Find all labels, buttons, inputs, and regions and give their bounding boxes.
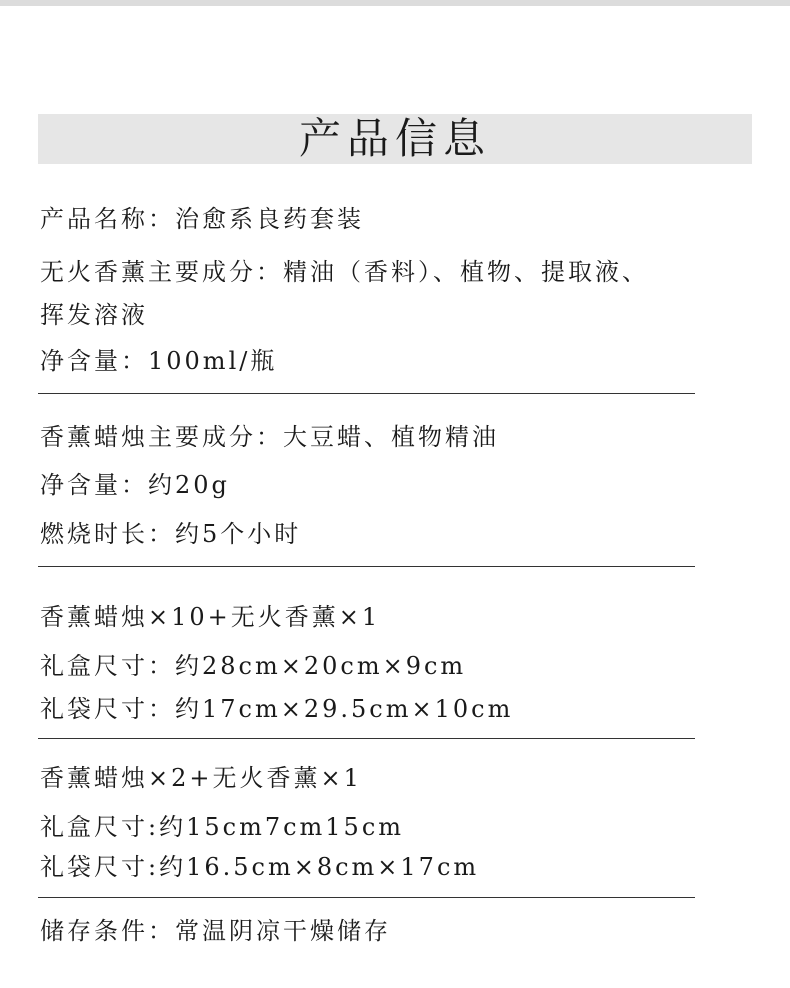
divider-1 <box>38 393 695 394</box>
top-strip <box>0 0 790 6</box>
page-title: 产品信息 <box>298 114 491 163</box>
reed-diffuser-net-content-line: 净含量：100ml/瓶 <box>40 347 278 375</box>
set-a-gift-box-size-line: 礼盒尺寸：约28cm×20cm×9cm <box>40 652 467 680</box>
divider-3 <box>38 738 695 739</box>
set-a-contents-line: 香薰蜡烛×10+无火香薰×1 <box>40 603 381 631</box>
set-b-gift-bag-size-line: 礼袋尺寸:约16.5cm×8cm×17cm <box>40 853 480 881</box>
reed-diffuser-ingredients-continued-line: 挥发溶液 <box>40 301 148 329</box>
set-b-gift-box-size-line: 礼盒尺寸:约15cm7cm15cm <box>40 813 405 841</box>
divider-2 <box>38 566 695 567</box>
divider-4 <box>38 897 695 898</box>
burn-time-line: 燃烧时长：约5个小时 <box>40 520 302 548</box>
candle-ingredients-line: 香薰蜡烛主要成分：大豆蜡、植物精油 <box>40 423 499 451</box>
set-b-contents-line: 香薰蜡烛×2+无火香薰×1 <box>40 764 362 792</box>
title-band <box>38 114 752 164</box>
product-name-line: 产品名称：治愈系良药套装 <box>40 205 364 233</box>
storage-conditions-line: 储存条件：常温阴凉干燥储存 <box>40 917 391 945</box>
set-a-gift-bag-size-line: 礼袋尺寸：约17cm×29.5cm×10cm <box>40 695 514 723</box>
reed-diffuser-ingredients-line: 无火香薰主要成分：精油（香料）、植物、提取液、 <box>40 258 649 286</box>
candle-net-content-line: 净含量：约20g <box>40 471 230 499</box>
